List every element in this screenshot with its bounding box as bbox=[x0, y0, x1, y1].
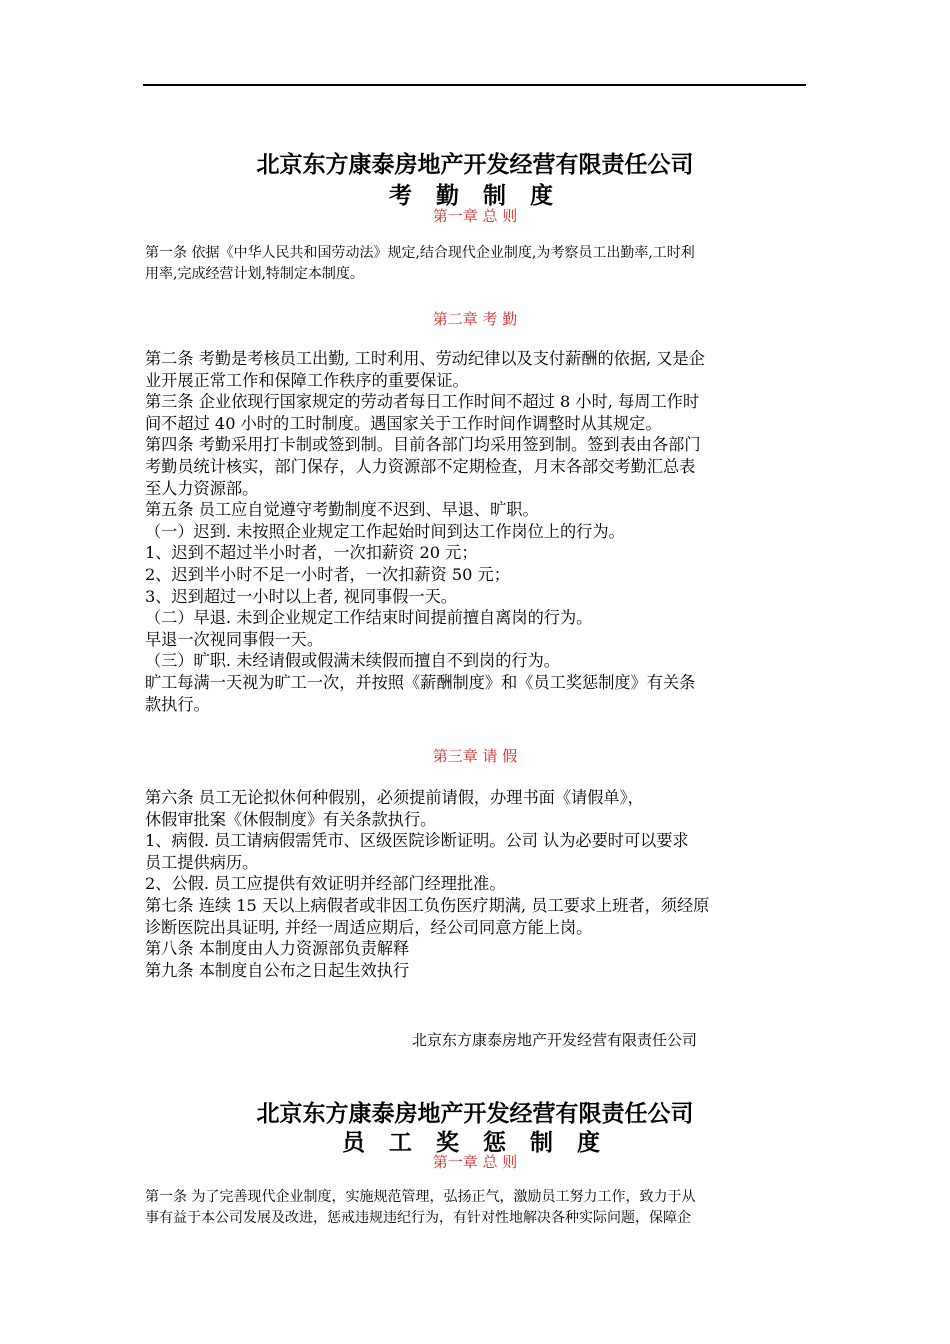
text-line: 第五条 员工应自觉遵守考勤制度不迟到、早退、旷职。 bbox=[145, 500, 539, 520]
text-line: 第一条 为了完善现代企业制度，实施规范管理，弘扬正气，激励员工努力工作，致力于从 bbox=[145, 1189, 696, 1205]
text-line: 诊断医院出具证明, 并经一周适应期后，经公司同意方能上岗。 bbox=[145, 917, 593, 937]
text-line: 第一条 依据《中华人民共和国劳动法》规定,结合现代企业制度,为考察员工出勤率,工时利 bbox=[145, 245, 695, 261]
company-title: 北京东方康泰房地产开发经营有限责任公司 bbox=[256, 1101, 694, 1127]
text-line: 第七条 连续 15 天以上病假者或非因工负伤医疗期满, 员工要求上班者，须经原 bbox=[145, 895, 710, 915]
document-title: 员 工 奖 惩 制 度 bbox=[341, 1130, 609, 1156]
text-line: 事有益于本公司发展及改进，惩戒违规违纪行为，有针对性地解决各种实际问题，保障企 bbox=[145, 1210, 691, 1226]
chapter-1-body bbox=[145, 243, 810, 285]
chapter-heading: 第二章 考 勤 bbox=[432, 310, 518, 328]
chapter-heading: 第三章 请 假 bbox=[432, 747, 518, 765]
text-line: 1、迟到不超过半小时者，一次扣薪资 20 元； bbox=[145, 543, 478, 563]
text-line: （二）早退. 未到企业规定工作结束时间提前擅自离岗的行为。 bbox=[145, 608, 593, 628]
text-line: 第二条 考勤是考核员工出勤, 工时利用、劳动纪律以及支付薪酬的依据, 又是企 bbox=[145, 349, 705, 368]
text-line: 第四条 考勤采用打卡制或签到制。目前各部门均采用签到制。签到表由各部门 bbox=[145, 435, 701, 455]
text-line: 第六条 员工无论拟休何种假别，必须提前请假，办理书面《请假单》， bbox=[145, 788, 644, 807]
text-line: 休假审批案《休假制度》有关条款执行。 bbox=[145, 809, 437, 829]
text-line: 第三条 企业依现行国家规定的劳动者每日工作时间不超过 8 小时, 每周工作时 bbox=[145, 392, 700, 412]
text-line: 至人力资源部。 bbox=[145, 478, 259, 498]
text-line: 考勤员统计核实，部门保存，人力资源部不定期检查，月末各部交考勤汇总表 bbox=[145, 456, 696, 476]
chapter-3-body bbox=[145, 787, 810, 981]
text-line: 旷工每满一天视为旷工一次，并按照《薪酬制度》和《员工奖惩制度》有关条 bbox=[145, 672, 696, 692]
text-line: 早退一次视同事假一天。 bbox=[145, 629, 324, 649]
chapter-1-body bbox=[145, 1187, 810, 1229]
chapter-2-body bbox=[145, 348, 810, 715]
header-rule bbox=[143, 84, 806, 86]
text-line: 2、公假. 员工应提供有效证明并经部门经理批准。 bbox=[145, 874, 506, 894]
signature-company: 北京东方康泰房地产开发经营有限责任公司 bbox=[412, 1031, 698, 1049]
text-line: 第八条 本制度由人力资源部负责解释 bbox=[145, 939, 410, 959]
text-line: 第九条 本制度自公布之日起生效执行 bbox=[145, 960, 410, 980]
text-line: 用率,完成经营计划,特制定本制度。 bbox=[145, 266, 364, 282]
text-line: （一）迟到. 未按照企业规定工作起始时间到达工作岗位上的行为。 bbox=[145, 521, 625, 541]
chapter-heading: 第一章 总 则 bbox=[432, 207, 518, 225]
text-line: 1、病假. 员工请病假需凭市、区级医院诊断证明。公司 认为必要时可以要求 bbox=[145, 831, 689, 851]
text-line: （三）旷职. 未经请假或假满未续假而擅自不到岗的行为。 bbox=[145, 651, 560, 671]
chapter-heading: 第一章 总 则 bbox=[432, 1153, 518, 1171]
text-line: 员工提供病历。 bbox=[145, 852, 259, 872]
company-title: 北京东方康泰房地产开发经营有限责任公司 bbox=[256, 152, 694, 178]
document-title: 考 勤 制 度 bbox=[388, 183, 562, 209]
text-line: 间不超过 40 小时的工时制度。遇国家关于工作时间作调整时从其规定。 bbox=[145, 413, 662, 433]
text-line: 款执行。 bbox=[145, 694, 210, 714]
text-line: 业开展正常工作和保障工作秩序的重要保证。 bbox=[145, 370, 469, 390]
text-line: 2、迟到半小时不足一小时者，一次扣薪资 50 元； bbox=[145, 564, 510, 584]
text-line: 3、迟到超过一小时以上者, 视同事假一天。 bbox=[145, 586, 457, 606]
